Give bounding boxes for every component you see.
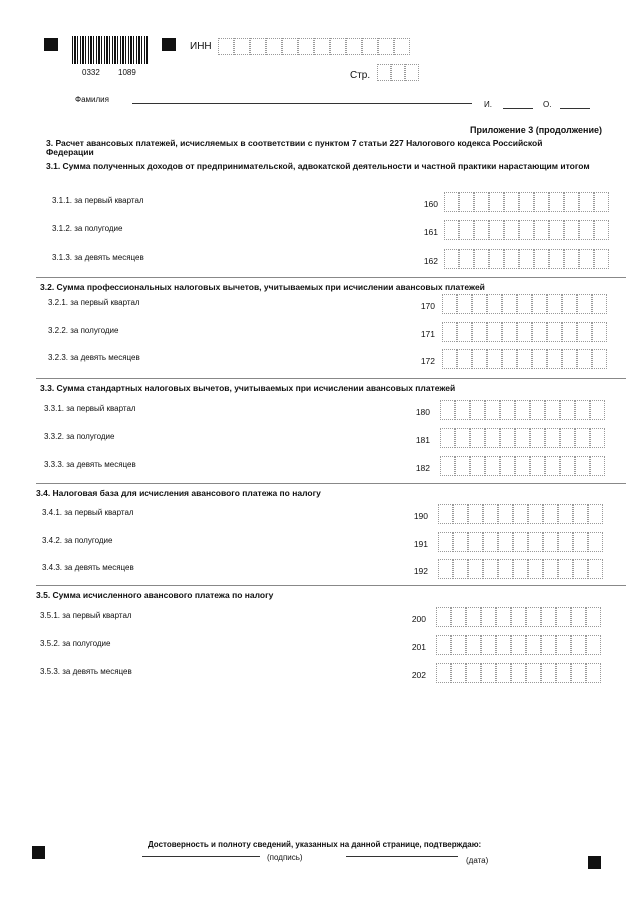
input-cell[interactable] [405,64,419,81]
input-cell[interactable] [282,38,298,55]
input-cell[interactable] [459,220,474,240]
input-cell[interactable] [519,220,534,240]
input-cell[interactable] [549,249,564,269]
input-cell[interactable] [513,532,528,552]
input-cell[interactable] [519,249,534,269]
line-code: 172 [420,356,435,366]
amount-field[interactable] [438,504,603,524]
input-cell[interactable] [579,220,594,240]
amount-field[interactable] [444,192,609,212]
input-cell[interactable] [502,294,517,314]
signature-label: (подпись) [267,853,303,862]
row-label: 3.4.2. за полугодие [42,536,113,545]
input-cell[interactable] [579,249,594,269]
input-cell[interactable] [468,504,483,524]
input-cell[interactable] [590,428,605,448]
input-cell[interactable] [496,663,511,683]
main-title: 3. Расчет авансовых платежей, исчисляемых в соответствии с пунктом 7 статьи 227 Налогового кодекса Российской Федерации [46,138,543,157]
input-cell[interactable] [545,428,560,448]
corner-marker-bottom-left [32,846,45,859]
input-cell[interactable] [330,38,346,55]
input-cell[interactable] [444,192,459,212]
input-cell[interactable] [378,38,394,55]
amount-field[interactable] [442,294,607,314]
input-cell[interactable] [442,349,457,369]
row-label: 3.3.3. за девять месяцев [44,460,136,469]
input-cell[interactable] [442,294,457,314]
input-cell[interactable] [481,635,496,655]
input-cell[interactable] [453,504,468,524]
input-cell[interactable] [586,663,601,683]
line-code: 170 [420,301,435,311]
page-label: Стр. [350,70,371,81]
input-cell[interactable] [440,400,455,420]
input-cell[interactable] [459,249,474,269]
input-cell[interactable] [440,428,455,448]
input-cell[interactable] [453,532,468,552]
input-cell[interactable] [592,294,607,314]
input-cell[interactable] [588,532,603,552]
row-label: 3.1.1. за первый квартал [52,196,144,205]
line-code: 181 [415,435,430,445]
date-label: (дата) [466,856,489,865]
section-title: 3.2. Сумма профессиональных налоговых вычетов, учитываемых при исчислении авансовых платежей [40,282,485,292]
input-cell[interactable] [436,607,451,627]
input-cell[interactable] [472,294,487,314]
amount-field[interactable] [444,220,609,240]
row-label: 3.5.2. за полугодие [40,639,111,648]
input-cell[interactable] [560,400,575,420]
input-cell[interactable] [485,456,500,476]
line-code: 162 [423,256,438,266]
input-cell[interactable] [442,322,457,342]
input-cell[interactable] [470,456,485,476]
input-cell[interactable] [541,607,556,627]
section-title: 3.3. Сумма стандартных налоговых вычетов, учитываемых при исчислении авансовых платежей [40,383,456,393]
row-label: 3.2.2. за полугодие [48,326,119,335]
amount-field[interactable] [442,322,607,342]
input-cell[interactable] [528,504,543,524]
input-cell[interactable] [504,249,519,269]
input-cell[interactable] [530,428,545,448]
input-cell[interactable] [575,428,590,448]
input-cell[interactable] [543,532,558,552]
barcode-digits-left: 0332 [82,68,100,77]
inn-label: ИНН [190,41,212,52]
row-label: 3.2.1. за первый квартал [48,298,140,307]
input-cell[interactable] [470,428,485,448]
input-cell[interactable] [498,559,513,579]
input-cell[interactable] [558,532,573,552]
line-code: 190 [413,511,428,521]
section-title: 3.4. Налоговая база для исчисления авансового платежа по налогу [36,488,321,498]
input-cell[interactable] [515,456,530,476]
input-cell[interactable] [532,349,547,369]
barcode-digits-right: 1089 [118,68,136,77]
input-cell[interactable] [218,38,234,55]
input-cell[interactable] [543,559,558,579]
input-cell[interactable] [573,532,588,552]
amount-field[interactable] [440,428,605,448]
input-cell[interactable] [513,504,528,524]
input-cell[interactable] [496,607,511,627]
input-cell[interactable] [517,349,532,369]
input-cell[interactable] [483,559,498,579]
input-cell[interactable] [571,635,586,655]
input-cell[interactable] [440,456,455,476]
amount-field[interactable] [440,456,605,476]
input-cell[interactable] [588,559,603,579]
input-cell[interactable] [489,249,504,269]
input-cell[interactable] [500,428,515,448]
input-cell[interactable] [515,400,530,420]
input-cell[interactable] [594,249,609,269]
input-cell[interactable] [530,456,545,476]
input-cell[interactable] [466,607,481,627]
input-cell[interactable] [511,607,526,627]
row-label: 3.5.3. за девять месяцев [40,667,132,676]
input-cell[interactable] [560,428,575,448]
input-cell[interactable] [534,192,549,212]
initial-i-label: И. [484,100,492,109]
input-cell[interactable] [466,663,481,683]
input-cell[interactable] [453,559,468,579]
input-cell[interactable] [534,220,549,240]
input-cell[interactable] [498,504,513,524]
surname-label: Фамилия [75,95,109,104]
confirm-text: Достоверность и полноту сведений, указанных на данной странице, подтверждаю: [148,840,482,849]
row-label: 3.1.3. за девять месяцев [52,253,144,262]
amount-field[interactable] [442,349,607,369]
input-cell[interactable] [455,456,470,476]
input-cell[interactable] [532,322,547,342]
input-cell[interactable] [436,635,451,655]
input-cell[interactable] [250,38,266,55]
line-code: 192 [413,566,428,576]
input-cell[interactable] [438,504,453,524]
section-title: 3.5. Сумма исчисленного авансового платежа по налогу [36,590,274,600]
row-label: 3.5.1. за первый квартал [40,611,132,620]
input-cell[interactable] [586,635,601,655]
input-cell[interactable] [571,607,586,627]
corner-marker-top-left [44,38,58,51]
date-field[interactable] [346,856,458,857]
input-cell[interactable] [547,294,562,314]
input-cell[interactable] [526,635,541,655]
input-cell[interactable] [472,322,487,342]
input-cell[interactable] [564,192,579,212]
input-cell[interactable] [362,38,378,55]
input-cell[interactable] [575,456,590,476]
input-cell[interactable] [560,456,575,476]
input-cell[interactable] [549,220,564,240]
section-separator [36,277,626,278]
input-cell[interactable] [438,532,453,552]
section-separator [36,483,626,484]
input-cell[interactable] [564,220,579,240]
line-code: 201 [411,642,426,652]
input-cell[interactable] [474,220,489,240]
line-code: 160 [423,199,438,209]
input-cell[interactable] [556,663,571,683]
input-cell[interactable] [588,504,603,524]
input-cell[interactable] [592,322,607,342]
input-cell[interactable] [377,64,391,81]
amount-field[interactable] [440,400,605,420]
input-cell[interactable] [594,192,609,212]
input-cell[interactable] [562,349,577,369]
input-cell[interactable] [573,504,588,524]
input-cell[interactable] [394,38,410,55]
input-cell[interactable] [543,504,558,524]
input-cell[interactable] [573,559,588,579]
inn-field[interactable] [218,38,410,55]
input-cell[interactable] [530,400,545,420]
line-code: 171 [420,329,435,339]
input-cell[interactable] [487,349,502,369]
amount-field[interactable] [438,532,603,552]
input-cell[interactable] [541,663,556,683]
input-cell[interactable] [579,192,594,212]
input-cell[interactable] [564,249,579,269]
input-cell[interactable] [575,400,590,420]
input-cell[interactable] [517,322,532,342]
input-cell[interactable] [558,504,573,524]
input-cell[interactable] [466,635,481,655]
input-cell[interactable] [451,607,466,627]
amount-field[interactable] [436,607,601,627]
input-cell[interactable] [391,64,405,81]
row-label: 3.1.2. за полугодие [52,224,123,233]
input-cell[interactable] [590,456,605,476]
input-cell[interactable] [586,607,601,627]
input-cell[interactable] [558,559,573,579]
input-cell[interactable] [266,38,282,55]
input-cell[interactable] [498,532,513,552]
input-cell[interactable] [483,504,498,524]
surname-field[interactable] [132,103,472,104]
amount-field[interactable] [436,635,601,655]
input-cell[interactable] [487,294,502,314]
input-cell[interactable] [528,559,543,579]
input-cell[interactable] [472,349,487,369]
amount-field[interactable] [436,663,601,683]
corner-marker-bottom-right [588,856,601,869]
input-cell[interactable] [545,400,560,420]
input-cell[interactable] [547,322,562,342]
appendix-title: Приложение 3 (продолжение) [470,125,602,135]
input-cell[interactable] [577,349,592,369]
input-cell[interactable] [577,294,592,314]
input-cell[interactable] [489,220,504,240]
input-cell[interactable] [500,456,515,476]
input-cell[interactable] [504,192,519,212]
input-cell[interactable] [485,428,500,448]
line-code: 182 [415,463,430,473]
input-cell[interactable] [532,294,547,314]
input-cell[interactable] [541,635,556,655]
input-cell[interactable] [562,294,577,314]
line-code: 200 [411,614,426,624]
input-cell[interactable] [515,428,530,448]
input-cell[interactable] [594,220,609,240]
section-title: 3.1. Сумма полученных доходов от предпринимательской, адвокатской деятельности и частной практики нарастающим итогом [46,161,590,171]
line-code: 202 [411,670,426,680]
input-cell[interactable] [545,456,560,476]
row-label: 3.4.1. за первый квартал [42,508,134,517]
line-code: 161 [423,227,438,237]
input-cell[interactable] [577,322,592,342]
input-cell[interactable] [444,220,459,240]
input-cell[interactable] [487,322,502,342]
input-cell[interactable] [455,400,470,420]
initial-o-field[interactable] [560,108,590,109]
input-cell[interactable] [451,663,466,683]
input-cell[interactable] [526,607,541,627]
amount-field[interactable] [444,249,609,269]
input-cell[interactable] [474,249,489,269]
input-cell[interactable] [314,38,330,55]
input-cell[interactable] [590,400,605,420]
section-separator [36,378,626,379]
input-cell[interactable] [489,192,504,212]
input-cell[interactable] [468,559,483,579]
input-cell[interactable] [468,532,483,552]
input-cell[interactable] [556,635,571,655]
input-cell[interactable] [504,220,519,240]
input-cell[interactable] [459,192,474,212]
section-separator [36,585,626,586]
initial-i-field[interactable] [503,108,533,109]
input-cell[interactable] [500,400,515,420]
row-label: 3.3.2. за полугодие [44,432,115,441]
input-cell[interactable] [511,663,526,683]
input-cell[interactable] [438,559,453,579]
row-label: 3.4.3. за девять месяцев [42,563,134,572]
input-cell[interactable] [470,400,485,420]
input-cell[interactable] [457,349,472,369]
input-cell[interactable] [519,192,534,212]
input-cell[interactable] [528,532,543,552]
line-code: 191 [413,539,428,549]
input-cell[interactable] [592,349,607,369]
line-code: 180 [415,407,430,417]
input-cell[interactable] [517,294,532,314]
input-cell[interactable] [549,192,564,212]
input-cell[interactable] [571,663,586,683]
corner-marker-top-mid [162,38,176,51]
input-cell[interactable] [534,249,549,269]
input-cell[interactable] [457,322,472,342]
input-cell[interactable] [436,663,451,683]
input-cell[interactable] [485,400,500,420]
barcode [72,36,148,64]
input-cell[interactable] [556,607,571,627]
amount-field[interactable] [438,559,603,579]
input-cell[interactable] [481,607,496,627]
input-cell[interactable] [481,663,496,683]
input-cell[interactable] [444,249,459,269]
initial-o-label: О. [543,100,552,109]
input-cell[interactable] [346,38,362,55]
input-cell[interactable] [451,635,466,655]
input-cell[interactable] [511,635,526,655]
row-label: 3.2.3. за девять месяцев [48,353,140,362]
page-number-field[interactable] [377,64,419,81]
input-cell[interactable] [483,532,498,552]
input-cell[interactable] [562,322,577,342]
input-cell[interactable] [526,663,541,683]
input-cell[interactable] [298,38,314,55]
input-cell[interactable] [547,349,562,369]
input-cell[interactable] [234,38,250,55]
input-cell[interactable] [502,322,517,342]
input-cell[interactable] [474,192,489,212]
row-label: 3.3.1. за первый квартал [44,404,136,413]
input-cell[interactable] [496,635,511,655]
signature-field[interactable] [142,856,260,857]
input-cell[interactable] [457,294,472,314]
input-cell[interactable] [513,559,528,579]
input-cell[interactable] [455,428,470,448]
input-cell[interactable] [502,349,517,369]
